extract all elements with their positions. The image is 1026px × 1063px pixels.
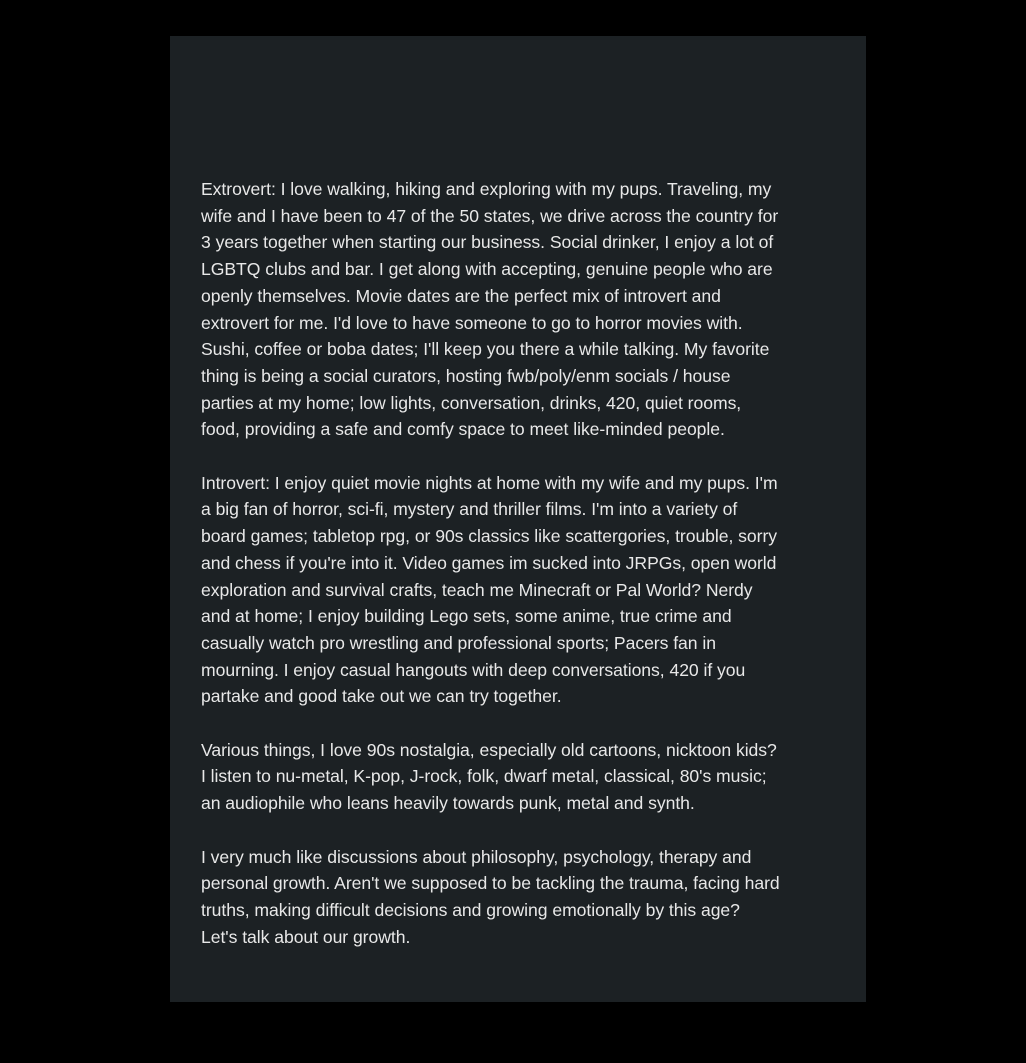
bio-paragraph-growth: I very much like discussions about philosophy, psychology, therapy and personal growth. Aren't we supposed to be tackling the trauma, facing hard truths, making difficult decisions and growing emotionally by this age? Let's talk about our growth. (201, 846, 780, 947)
bio-paragraph-introvert: Introvert: I enjoy quiet movie nights at home with my wife and my pups. I'm a big fan of horror, sci-fi, mystery and thriller films. I'm into a variety of board games; tabletop rpg, or 90s classics like scattergories, trouble, sorry and chess if you're into it. Video games im sucked into JRPGs, open world exploration and survival crafts, teach me Minecraft or Pal World? Nerdy and at home; I enjoy building Lego sets, some anime, true crime and casually watch pro wrestling and professional sports; Pacers fan in mourning. I enjoy casual hangouts with deep conversations, 420 if you partake and good take out we can try together. (201, 472, 778, 707)
bio-card (170, 36, 866, 1002)
bio-paragraph-extrovert: Extrovert: I love walking, hiking and exploring with my pups. Traveling, my wife and I have been to 47 of the 50 states, we drive across the country for 3 years together when starting our business. Social drinker, I enjoy a lot of LGBTQ clubs and bar. I get along with accepting, genuine people who are openly themselves. Movie dates are the perfect mix of introvert and extrovert for me. I'd love to have someone to go to horror movies with. Sushi, coffee or boba dates; I'll keep you there a while talking. My favorite thing is being a social curators, hosting fwb/poly/enm socials / house parties at my home; low lights, conversation, drinks, 420, quiet rooms, food, providing a safe and comfy space to meet like-minded people. (201, 179, 779, 440)
bio-paragraph-various: Various things, I love 90s nostalgia, especially old cartoons, nicktoon kids? I listen to nu-metal, K-pop, J-rock, folk, dwarf metal, classical, 80's music; an audiophile who leans heavily towards punk, metal and synth. (201, 739, 777, 814)
